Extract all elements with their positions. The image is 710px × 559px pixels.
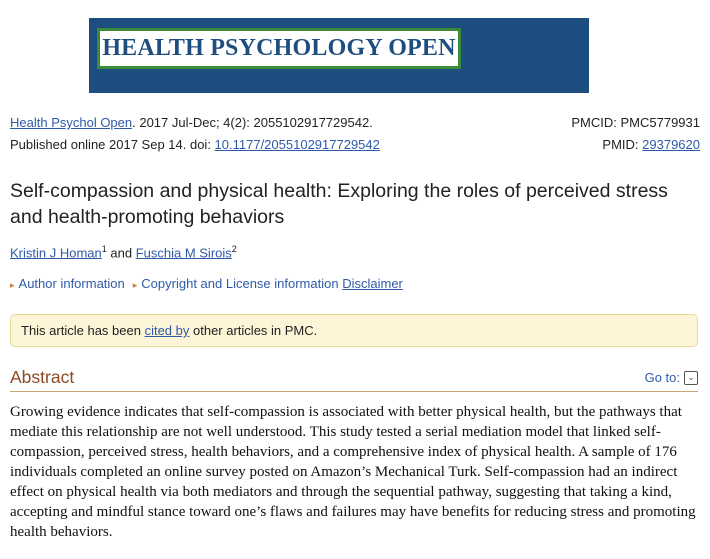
pmid-link[interactable]: 29379620: [642, 137, 700, 152]
chevron-down-icon[interactable]: ⌄: [684, 371, 698, 385]
author-link-sirois[interactable]: Fuschia M Sirois: [135, 245, 232, 261]
cited-by-link[interactable]: cited by: [144, 323, 190, 338]
author-affiliation-1: 1: [101, 244, 107, 254]
copyright-license-toggle[interactable]: Copyright and License information: [141, 276, 339, 291]
pmcid: PMCID: PMC5779931: [571, 115, 700, 130]
disclaimer-link[interactable]: Disclaimer: [342, 276, 403, 291]
journal-logo: [97, 28, 461, 69]
article-title: Self-compassion and physical health: Exploring the roles of perceived stress and health-promoting behaviors: [10, 180, 668, 228]
abstract-header: [10, 367, 698, 392]
citation-row-1: [10, 115, 700, 130]
citation-row-2: [10, 137, 700, 152]
author-information-toggle[interactable]: Author information: [18, 276, 125, 291]
goto-menu[interactable]: [645, 370, 698, 385]
journal-link[interactable]: Health Psychol Open: [10, 115, 133, 130]
cited-by-notice: This article has been cited by other articles in PMC.: [10, 314, 698, 347]
journal-logo-text: HEALTH PSYCHOLOGY OPEN: [102, 35, 456, 61]
author-link-homan[interactable]: Kristin J Homan: [10, 245, 102, 261]
expand-triangle-icon: ▸: [10, 280, 15, 290]
abstract-heading: Abstract: [10, 367, 75, 387]
goto-label: Go to:: [644, 370, 680, 385]
citation-details: . 2017 Jul-Dec; 4(2): 2055102917729542.: [132, 115, 373, 130]
journal-banner[interactable]: [89, 18, 589, 93]
abstract-text: Growing evidence indicates that self-compassion is associated with better physical health, but the pathways that mediate this relationship are not well understood. This study tested a serial mediation model that linked self-compassion, perceived stress, health behaviors, and a comprehensive index of physical health. A sample of 176 individuals completed an online survey posted on Amazon’s Mechanical Turk. Self-compassion had an indirect effect on physical health via both mediators and through the sequential pathway, suggesting that taking a kind, accepting and mindful stance toward one’s flaws and failures may have benefits for reducing stress and promoting health behaviors.: [10, 404, 696, 540]
doi-link[interactable]: 10.1177/2055102917729542: [214, 137, 380, 152]
article-info-links: [10, 276, 403, 291]
authors-joiner: and: [106, 245, 136, 261]
expand-triangle-icon: ▸: [132, 280, 138, 290]
author-affiliation-2: 2: [231, 244, 237, 254]
author-list: [10, 244, 237, 260]
pmid-label: PMID:: [602, 137, 643, 152]
published-online: Published online 2017 Sep 14. doi:: [10, 137, 215, 152]
